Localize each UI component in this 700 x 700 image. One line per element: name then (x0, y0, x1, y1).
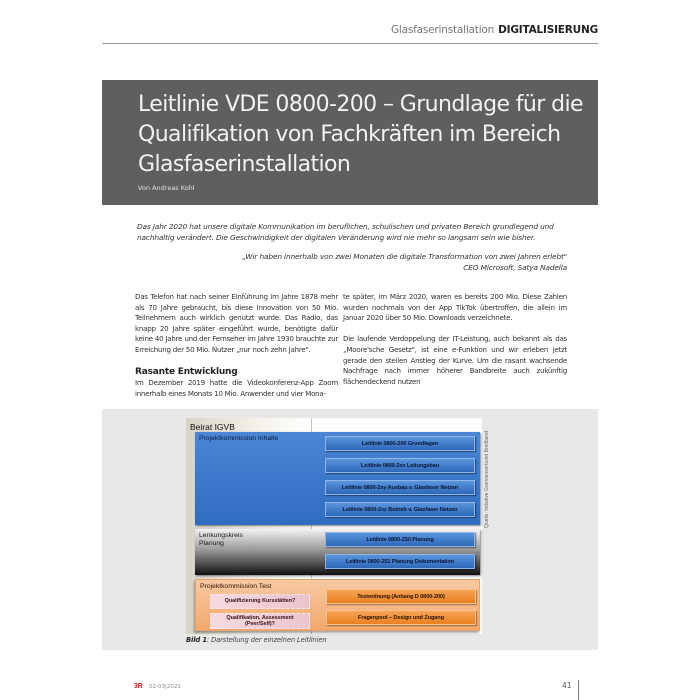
running-header-topic: Glasfaserinstallation (390, 24, 495, 36)
article-intro: Das Jahr 2020 hat unsere digitale Kommunikation im beruflichen, schulischen und privaten Bereich grundlegend und nachhaltig verändert. Die Geschwindigkeit der digitalen Veränderung wird nie mehr so langsam sein wie bisher. (137, 222, 554, 242)
figure-source (484, 418, 494, 528)
leitlinie-box: Leitlinie 0800-250 Planung (325, 532, 475, 547)
group-label: Projektkommission Inhalte (199, 435, 279, 442)
caption-label: Bild 1 (186, 636, 207, 644)
group-label (199, 532, 243, 548)
test-box: Testordnung (Anhang D 0800-200) (326, 589, 476, 604)
group-projektkommission-test (195, 579, 480, 631)
article-title: Leitlinie VDE 0800-200 – Grundlage für die Qualifikation von Fachkräften im Bereich Glasfaserinstallation (138, 92, 583, 177)
paragraph: te später, im März 2020, waren es bereits 200 Mio. Diese Zahlen wurden nochmals von der App TikTok übertroffen, die allein im Januar 2020 über 50 Mio. Downloads verzeichnete. (343, 292, 567, 323)
test-box: Fragenpool – Design und Zugang (326, 610, 476, 625)
article-quote (137, 251, 567, 273)
issue-number: 02-03|2021 (149, 684, 181, 690)
article-author: Von Andreas Kohl (138, 184, 195, 192)
running-header (102, 24, 598, 36)
running-header-section: DIGITALISIERUNG (498, 24, 598, 36)
page-number: 41 (562, 681, 572, 690)
leitlinie-box: Leitlinie 0800-2xy Ausbau v. Glasfaser Netzen (325, 480, 475, 495)
quote-source: CEO Microsoft, Satya Nadella (463, 263, 567, 272)
publication-logo: 3R (134, 683, 143, 690)
leitlinie-box: Leitlinie 0800-2xx Leitungsbau (325, 458, 475, 473)
group-label-line: Lenkungskreis (199, 532, 243, 539)
body-column-left (135, 292, 338, 410)
body-column-right (343, 292, 567, 398)
question-box: Qualifizierung Kursstätten? (210, 594, 310, 609)
page-rule (578, 680, 579, 700)
beirat-label: Beirat IGVB (190, 422, 235, 432)
question-box: Qualifikation, Assessment (Peer/Self)? (210, 613, 310, 629)
subheading: Rasante Entwicklung (135, 367, 238, 378)
caption-text: : Darstellung der einzelnen Leitlinien (206, 636, 327, 644)
organization-diagram (186, 418, 482, 634)
group-label-line: Planung (199, 540, 224, 547)
leitlinie-box: Leitlinie 0800-2xz Betrieb v. Glasfaser Netzen (325, 502, 475, 517)
title-block (102, 80, 598, 205)
leitlinie-box: Leitlinie 0800-251 Planung Dokumentation (325, 554, 475, 569)
figure-source-text: Quelle: Initiative Gremienverbund Breitband (484, 431, 490, 528)
paragraph: Die laufende Verdoppelung der IT-Leistung, auch bekannt als das „Moore'sche Gesetz", ist eine e-Funktion und wir erleben jetzt gerade den steilen Anstieg der Kurve. Um die rasant wachsende Nachfrage nach immer höherer Bandbreite auch zukünftig flächendeckend nutzen (343, 334, 567, 386)
quote-text: „Wir haben innerhalb von zwei Monaten die digitale Transformation von zwei Jahren erlebt" (242, 252, 567, 261)
group-label: Projektkommission Test (200, 583, 272, 590)
header-rule (102, 43, 598, 44)
paragraph: Im Dezember 2019 hatte die Videokonferenz-App Zoom innerhalb eines Monats 10 Mio. Anwender und vier Mona- (135, 378, 338, 398)
leitlinie-box: Leitlinie 0800-200 Grundlagen (325, 436, 475, 451)
figure-caption (186, 636, 327, 644)
group-projektkommission-inhalte (195, 432, 480, 525)
group-lenkungskreis-planung (195, 529, 480, 575)
paragraph: Das Telefon hat nach seiner Einführung im Jahre 1878 mehr als 70 Jahre gebraucht, bis diese Innovation von 50 Mio. Teilnehmern auch wirklich genutzt wurde. Das Radio, das knapp 20 Jahre später eingeführt wurde, benötigte dafür keine 40 Jahre und der Fernseher im Jahre 1930 brauchte zur Erreichung der 50 Mio. Nutzer „nur noch zehn Jahre". (135, 292, 338, 354)
